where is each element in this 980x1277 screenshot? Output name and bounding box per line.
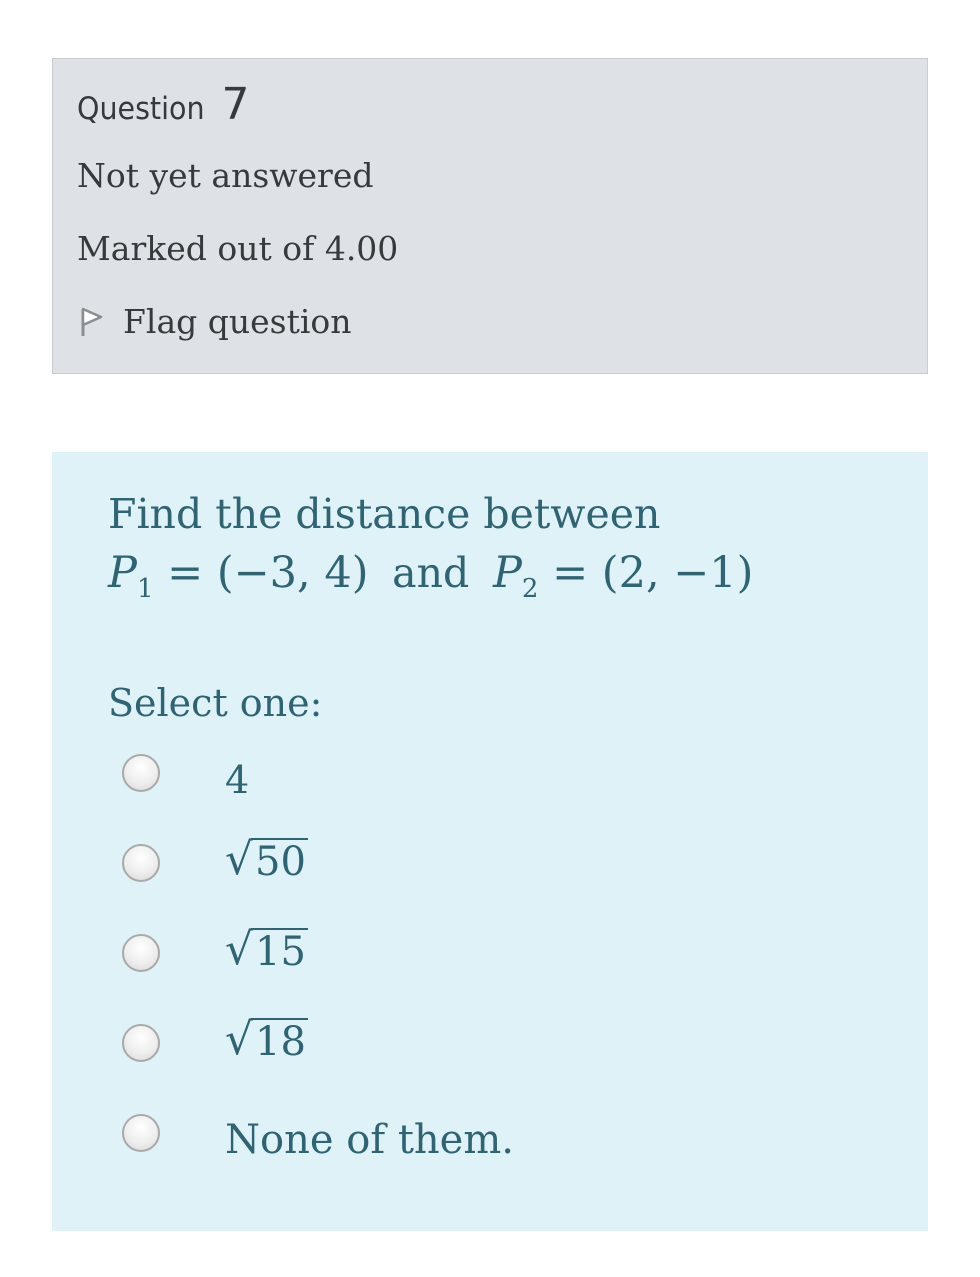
- question-info-panel: [52, 58, 928, 374]
- p2-symbol: P: [492, 548, 522, 598]
- radio-button[interactable]: [122, 844, 160, 882]
- sqrt-symbol: √: [225, 834, 254, 885]
- answer-option[interactable]: [122, 754, 160, 792]
- question-number: 7: [221, 79, 250, 130]
- answer-option[interactable]: [122, 1024, 160, 1062]
- question-number-label: [77, 79, 250, 130]
- question-word: Question: [77, 91, 205, 127]
- grade-info: Marked out of 4.00: [77, 229, 399, 268]
- radio-button[interactable]: [122, 1114, 160, 1152]
- answer-option[interactable]: [122, 1114, 160, 1152]
- answer-option-label: None of them.: [225, 1117, 514, 1163]
- answer-state: Not yet answered: [77, 156, 374, 195]
- radio-button[interactable]: [122, 754, 160, 792]
- radicand: 50: [251, 838, 308, 882]
- sqrt-symbol: √: [225, 1014, 254, 1065]
- p2-value: = (2, −1): [552, 548, 754, 598]
- question-formula: [108, 548, 754, 604]
- flag-question-label: Flag question: [123, 302, 352, 341]
- answer-option[interactable]: [122, 934, 160, 972]
- answer-option-label: [225, 834, 308, 885]
- question-content-panel: [52, 452, 928, 1231]
- radio-button[interactable]: [122, 1024, 160, 1062]
- formula-conjunction: and: [392, 549, 470, 597]
- radicand: 18: [251, 1018, 308, 1062]
- answer-option[interactable]: [122, 844, 160, 882]
- flag-question-link[interactable]: [79, 302, 352, 341]
- sqrt-symbol: √: [225, 924, 254, 975]
- select-prompt: Select one:: [108, 681, 323, 725]
- answer-option-label: 4: [225, 758, 250, 802]
- p2-subscript: 2: [521, 574, 539, 604]
- answer-option-label: [225, 1014, 308, 1065]
- answer-option-label: [225, 924, 308, 975]
- p1-value: = (−3, 4): [167, 548, 369, 598]
- p1-symbol: P: [108, 548, 137, 598]
- radio-button[interactable]: [122, 934, 160, 972]
- flag-icon: [79, 306, 105, 338]
- question-text: Find the distance between: [108, 490, 661, 538]
- radicand: 15: [251, 928, 308, 972]
- p1-subscript: 1: [136, 574, 154, 604]
